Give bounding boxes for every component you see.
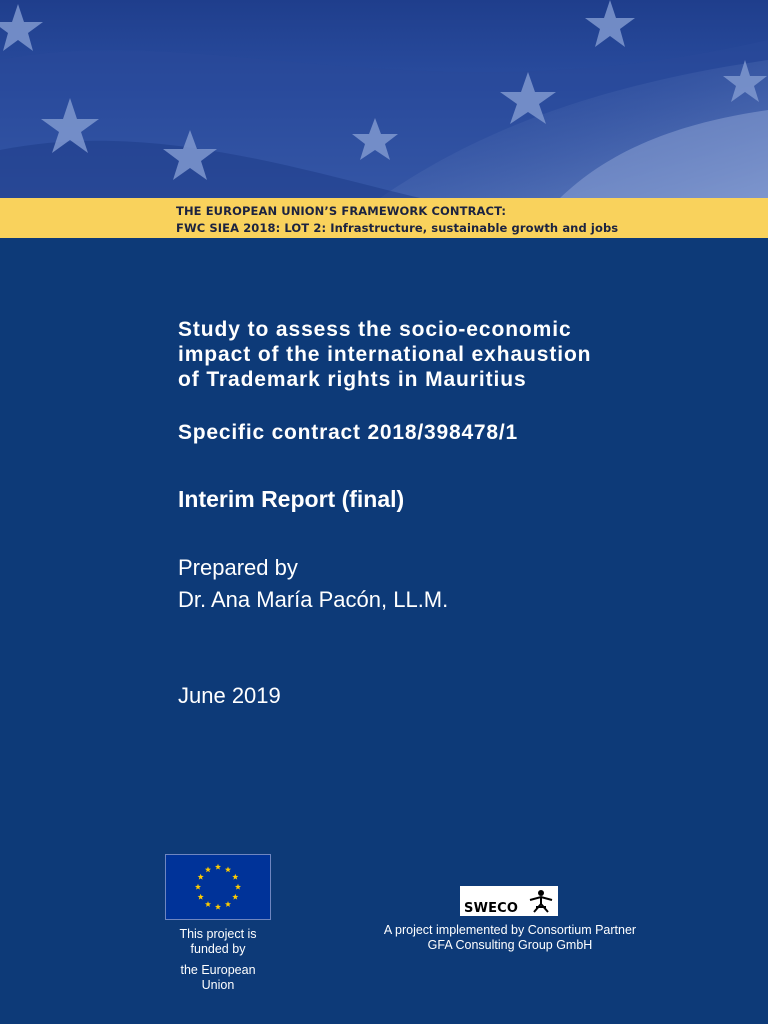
prepared-by-label: Prepared by [178, 555, 298, 580]
framework-contract-lot: FWC SIEA 2018: LOT 2: Infrastructure, sustainable growth and jobs [176, 221, 619, 235]
sweco-logo [460, 886, 558, 916]
eu-name-caption [160, 963, 276, 993]
eu-star [198, 874, 204, 880]
report-date: June 2019 [178, 683, 281, 708]
eu-star [205, 901, 211, 907]
eu-flag-banner-image [0, 0, 768, 198]
eu-flag-logo [165, 854, 271, 920]
eu-star [195, 884, 201, 890]
title-line: impact of the international exhaustion [178, 343, 592, 366]
framework-contract-heading: THE EUROPEAN UNION’S FRAMEWORK CONTRACT: [176, 204, 507, 218]
caption-line: This project is [179, 927, 257, 941]
eu-star [205, 866, 211, 872]
caption-line: Union [201, 978, 235, 992]
eu-star [232, 894, 238, 900]
eu-star [198, 894, 204, 900]
framework-contract-strip [0, 198, 768, 238]
sweco-logo-text: SWECO [464, 901, 519, 916]
eu-funding-caption [160, 927, 276, 957]
implementation-line: GFA Consulting Group GmbH [427, 938, 593, 952]
implementation-note [360, 923, 660, 953]
document-title [178, 317, 698, 392]
eu-star [225, 901, 231, 907]
eu-star [225, 866, 231, 872]
eu-star [232, 874, 238, 880]
sweco-figure-icon [528, 889, 554, 913]
eu-star [215, 864, 221, 870]
author-name: Dr. Ana María Pacón, LL.M. [178, 587, 449, 612]
eu-star [235, 884, 241, 890]
report-type: Interim Report (final) [178, 486, 405, 512]
caption-line: the European [180, 963, 256, 977]
eu-stars-icon [166, 855, 270, 919]
flag-stars-graphic [0, 0, 768, 198]
title-line: Study to assess the socio-economic [178, 318, 572, 341]
contract-number: Specific contract 2018/398478/1 [178, 421, 518, 444]
title-line: of Trademark rights in Mauritius [178, 368, 527, 391]
implementation-line: A project implemented by Consortium Partner [383, 923, 637, 937]
eu-star [215, 904, 221, 910]
caption-line: funded by [190, 942, 246, 956]
